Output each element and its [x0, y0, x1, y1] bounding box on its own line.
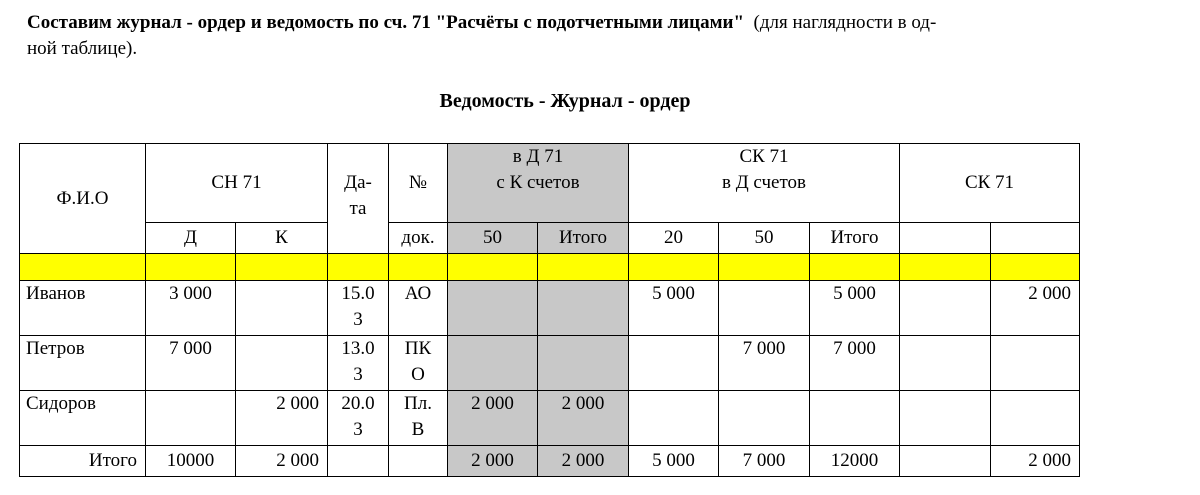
table-heading: Ведомость - Журнал - ордер: [439, 90, 691, 112]
cell-date-b: 3: [353, 364, 363, 385]
header-fio: Ф.И.О: [20, 144, 146, 254]
cell-sn-d: [146, 391, 236, 446]
cell-debit-total: [538, 336, 629, 391]
table-row: [20, 281, 1080, 336]
cell-credit-20: [629, 336, 719, 391]
cell-date: [328, 281, 389, 336]
header-debit-50: 50: [448, 223, 538, 254]
header-credit-50: 50: [719, 223, 810, 254]
header-row-1: [20, 144, 1080, 223]
total-credit-total: 12000: [810, 446, 900, 477]
total-debit-50: 2 000: [448, 446, 538, 477]
header-date-a: Да-: [344, 172, 372, 193]
header-sn: СН 71: [146, 144, 328, 223]
highlight-row: [20, 254, 1080, 281]
header-credit-b: в Д счетов: [722, 172, 806, 193]
table-row: [20, 391, 1080, 446]
cell-debit-50: [448, 336, 538, 391]
cell-date: [328, 336, 389, 391]
cell-fio: Сидоров: [20, 391, 146, 446]
intro-bold-text: Составим журнал - ордер и ведомость по сч. 71 "Расчёты с подотчетными лицами": [27, 12, 745, 33]
header-debit-b: с К счетов: [496, 172, 580, 193]
header-credit-20: 20: [629, 223, 719, 254]
cell-doc-b: О: [411, 364, 425, 385]
cell-credit-total: [810, 391, 900, 446]
header-doc: №: [389, 144, 448, 223]
cell-credit-50: [719, 281, 810, 336]
cell-sk-d: [900, 336, 991, 391]
cell-doc-a: ПК: [404, 338, 432, 359]
total-credit-20: 5 000: [629, 446, 719, 477]
total-credit-50: 7 000: [719, 446, 810, 477]
cell-date-a: 20.0: [341, 393, 375, 414]
header-credit-a: СК 71: [739, 146, 789, 167]
header-debit: [448, 144, 629, 223]
cell-doc: [389, 336, 448, 391]
cell-debit-total: [538, 281, 629, 336]
cell-credit-50: 7 000: [719, 336, 810, 391]
total-label: Итого: [20, 446, 146, 477]
cell-date-a: 13.0: [341, 338, 375, 359]
cell-debit-50: 2 000: [448, 391, 538, 446]
cell-date-a: 15.0: [341, 283, 375, 304]
total-sn-k: 2 000: [236, 446, 328, 477]
header-debit-a: в Д 71: [512, 146, 564, 167]
cell-sk-d: [900, 281, 991, 336]
cell-sn-d: 7 000: [146, 336, 236, 391]
header-sn-k: К: [236, 223, 328, 254]
cell-doc: [389, 281, 448, 336]
cell-sk-k: [991, 391, 1080, 446]
total-row: [20, 446, 1080, 477]
header-debit-total: Итого: [538, 223, 629, 254]
header-sk-d: [900, 223, 991, 254]
cell-sn-k: [236, 281, 328, 336]
table-row: [20, 336, 1080, 391]
intro-text-cont: ной таблице).: [27, 38, 138, 59]
cell-credit-50: [719, 391, 810, 446]
ledger-table: [19, 143, 1080, 477]
cell-fio: Иванов: [20, 281, 146, 336]
header-row-2: [20, 223, 1080, 254]
header-credit: [629, 144, 900, 223]
cell-sn-k: 2 000: [236, 391, 328, 446]
cell-debit-50: [448, 281, 538, 336]
cell-credit-total: 5 000: [810, 281, 900, 336]
cell-sn-k: [236, 336, 328, 391]
cell-sk-k: [991, 336, 1080, 391]
header-sk-k: [991, 223, 1080, 254]
header-date: [328, 144, 389, 254]
cell-sk-k: 2 000: [991, 281, 1080, 336]
cell-doc: [389, 391, 448, 446]
cell-fio: Петров: [20, 336, 146, 391]
cell-credit-20: 5 000: [629, 281, 719, 336]
header-date-b: та: [349, 198, 367, 219]
cell-date-b: 3: [353, 419, 363, 440]
cell-credit-total: 7 000: [810, 336, 900, 391]
header-credit-total: Итого: [810, 223, 900, 254]
cell-date-b: 3: [353, 309, 363, 330]
total-debit-total: 2 000: [538, 446, 629, 477]
total-sk-k: 2 000: [991, 446, 1080, 477]
cell-doc-a: АО: [404, 283, 432, 304]
cell-doc-b: В: [411, 419, 425, 440]
intro-text: (для наглядности в од-: [753, 12, 937, 33]
cell-sn-d: 3 000: [146, 281, 236, 336]
cell-doc-a: Пл.: [404, 393, 432, 414]
cell-debit-total: 2 000: [538, 391, 629, 446]
intro-paragraph: [27, 10, 1177, 62]
total-sn-d: 10000: [146, 446, 236, 477]
header-sk: СК 71: [900, 144, 1080, 223]
cell-credit-20: [629, 391, 719, 446]
cell-date: [328, 391, 389, 446]
header-sn-d: Д: [146, 223, 236, 254]
header-doc-b: док.: [389, 223, 448, 254]
cell-sk-d: [900, 391, 991, 446]
